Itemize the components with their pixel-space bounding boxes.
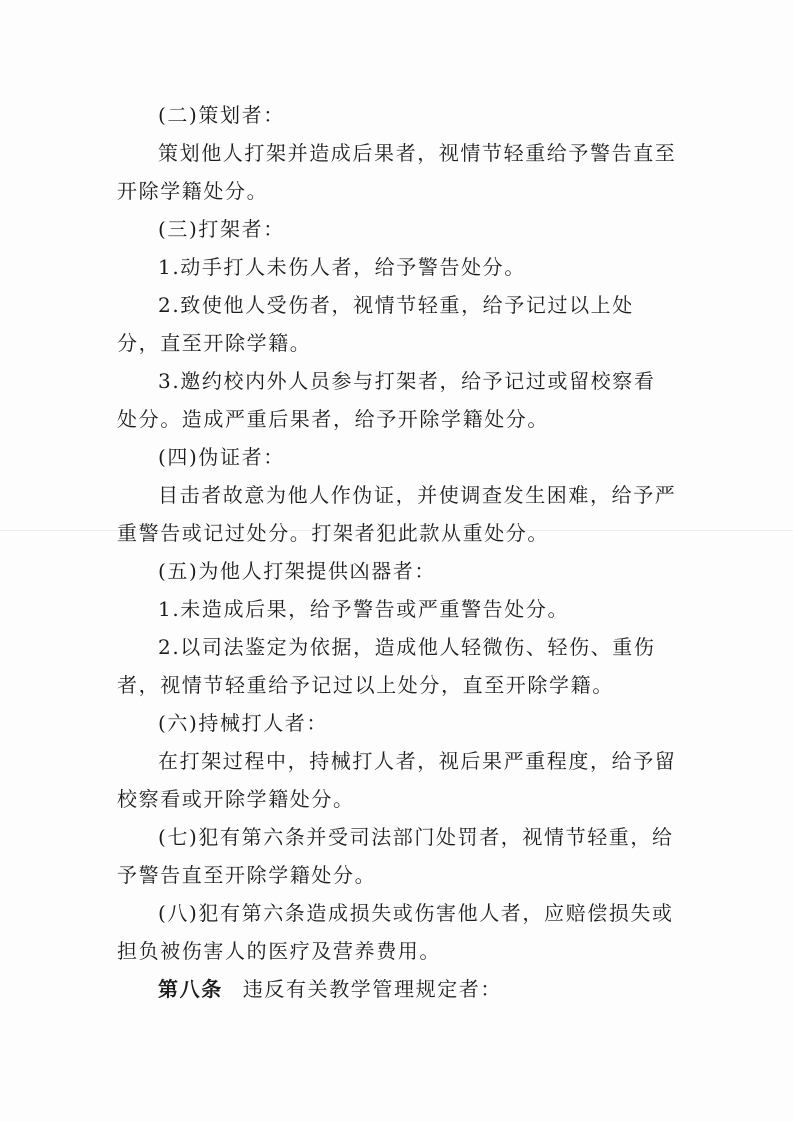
paragraph: (五)为他人打架提供凶器者： <box>158 559 437 583</box>
paragraph: 策划他人打架并造成后果者，视情节轻重给予警告直至开除学籍处分。 <box>117 141 677 203</box>
paragraph: 1.未造成后果，给予警告或严重警告处分。 <box>158 597 570 621</box>
paragraph: 2.以司法鉴定为依据，造成他人轻微伤、轻伤、重伤者，视情节轻重给予记过以上处分，直至开除学籍。 <box>117 635 656 697</box>
document-body <box>117 96 677 1008</box>
article-label: 第八条 <box>158 977 223 1001</box>
paragraph: 在打架过程中，持械打人者，视后果严重程度，给予留校察看或开除学籍处分。 <box>117 749 677 811</box>
paragraph: (三)打架者： <box>158 217 285 241</box>
paragraph: 目击者故意为他人作伪证，并使调查发生困难，给予严重警告或记过处分。打架者犯此款从重处分。 <box>117 483 677 545</box>
paragraph: (六)持械打人者： <box>158 711 329 735</box>
paragraph: 1.动手打人未伤人者，给予警告处分。 <box>158 255 526 279</box>
paragraph: 3.邀约校内外人员参与打架者，给予记过或留校察看处分。造成严重后果者，给予开除学籍处分。 <box>117 369 656 431</box>
article-text: 违反有关教学管理规定者： <box>242 977 503 1001</box>
paragraph: (八)犯有第六条造成损失或伤害他人者，应赔偿损失或担负被伤害人的医疗及营养费用。 <box>117 901 674 963</box>
paragraph: 2.致使他人受伤者，视情节轻重，给予记过以上处分，直至开除学籍。 <box>117 293 634 355</box>
article-heading <box>117 970 677 1008</box>
paragraph: (二)策划者： <box>158 103 285 127</box>
paragraph: (四)伪证者： <box>158 445 285 469</box>
paragraph: (七)犯有第六条并受司法部门处罚者，视情节轻重，给予警告直至开除学籍处分。 <box>117 825 674 887</box>
